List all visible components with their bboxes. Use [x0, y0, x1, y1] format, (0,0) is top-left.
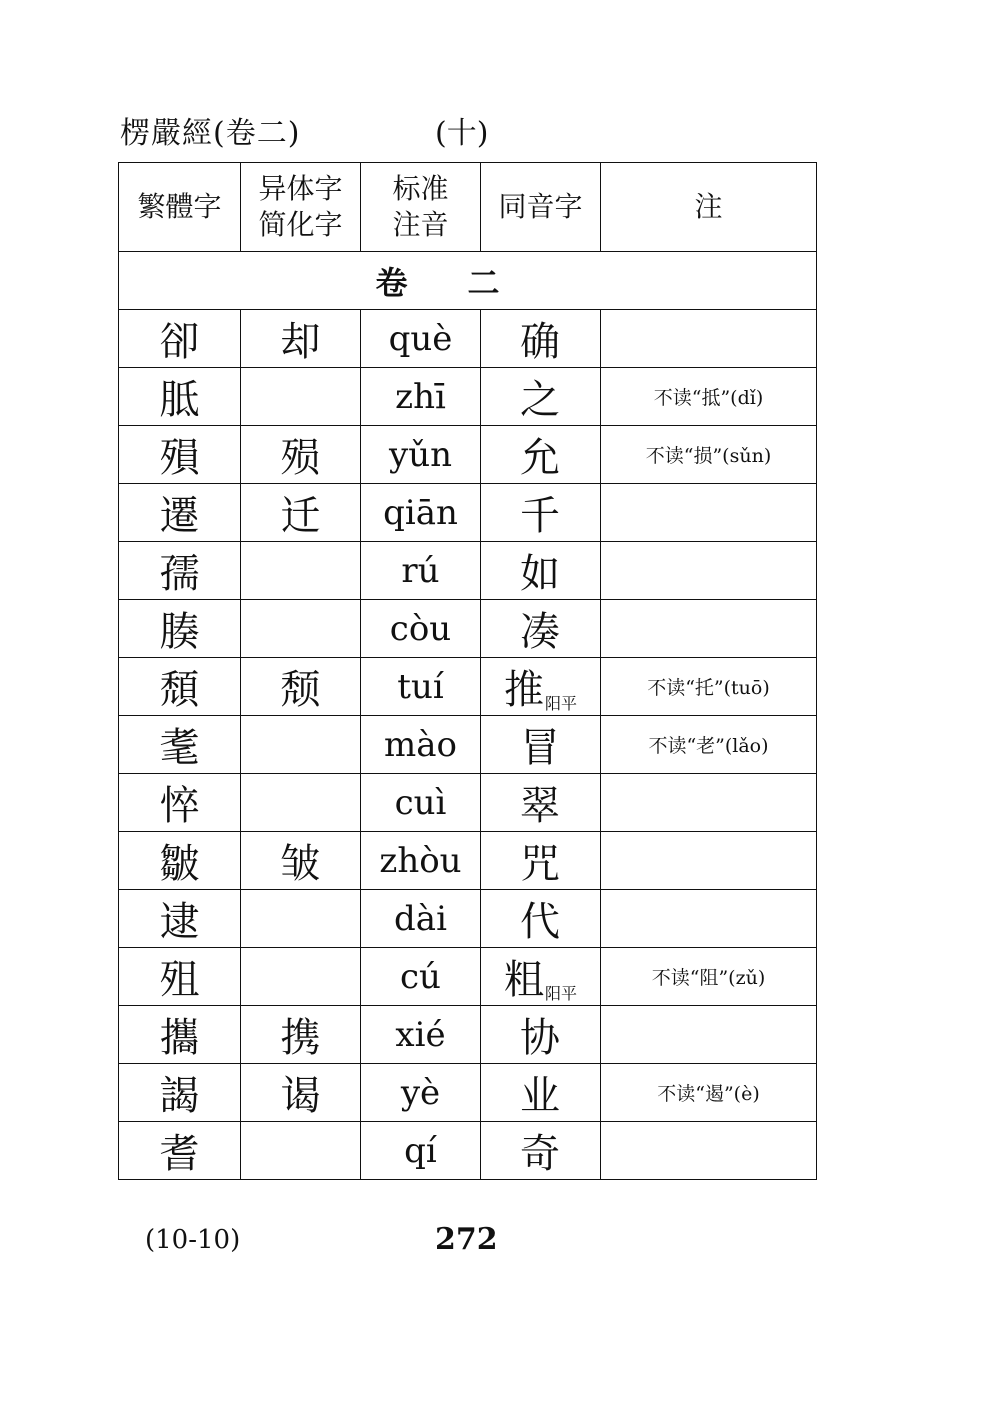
variant-char-cell: [241, 542, 361, 600]
variant-char-cell: [241, 948, 361, 1006]
pinyin-text: què: [388, 318, 453, 359]
homophone-text: 咒: [520, 841, 560, 887]
traditional-char-cell: [119, 542, 241, 600]
table-row: [119, 774, 817, 832]
traditional-char-text: 頹: [159, 667, 200, 713]
table-row: [119, 368, 817, 426]
pinyin-text: yè: [400, 1072, 441, 1113]
page-number: 272: [435, 1222, 498, 1257]
note-text: 不读“损”(sǔn): [645, 445, 772, 467]
note-text: 不读“老”(lǎo): [648, 735, 769, 757]
note-text: 不读“遏”(è): [657, 1083, 760, 1105]
column-header-homophone: 同音字: [481, 163, 601, 252]
header-line: 异体字: [258, 172, 343, 205]
variant-char-text: 迁: [280, 493, 321, 539]
variant-char-text: 谒: [280, 1073, 321, 1119]
variant-char-cell: [241, 600, 361, 658]
homophone-text: 奇: [520, 1131, 560, 1177]
note-cell: [601, 890, 817, 948]
pinyin-cell: [361, 310, 481, 368]
pronunciation-table: [118, 162, 817, 1180]
homophone-text: 推: [503, 667, 544, 713]
traditional-char-text: 耄: [159, 725, 200, 771]
note-cell: [601, 1006, 817, 1064]
section-row: [119, 252, 817, 310]
homophone-cell: [481, 774, 601, 832]
homophone-text: 千: [520, 493, 560, 539]
table-row: [119, 484, 817, 542]
header-line: 简化字: [258, 208, 343, 241]
note-text: 不读“阻”(zǔ): [651, 967, 766, 989]
traditional-char-text: 耆: [159, 1131, 200, 1177]
note-cell: [601, 774, 817, 832]
variant-char-cell: [241, 832, 361, 890]
table-row: [119, 426, 817, 484]
pinyin-text: qiān: [383, 492, 458, 533]
column-header-traditional: 繁體字: [119, 163, 241, 252]
note-cell: [601, 948, 817, 1006]
table-row: [119, 1122, 817, 1180]
pinyin-text: tuí: [397, 666, 444, 707]
note-cell: [601, 484, 817, 542]
pinyin-text: yǔn: [388, 434, 452, 475]
variant-char-cell: [241, 716, 361, 774]
homophone-cell: [481, 948, 601, 1006]
variant-char-cell: [241, 368, 361, 426]
homophone-text: 业: [520, 1073, 560, 1119]
column-header-pinyin: [361, 163, 481, 252]
column-header-variant: [241, 163, 361, 252]
traditional-char-text: 謁: [159, 1073, 200, 1119]
pinyin-text: dài: [394, 898, 447, 939]
traditional-char-cell: [119, 1064, 241, 1122]
traditional-char-text: 逮: [159, 899, 200, 945]
pinyin-cell: [361, 948, 481, 1006]
pinyin-text: mào: [384, 724, 457, 765]
header-line: 标准: [392, 172, 449, 205]
homophone-cell: [481, 542, 601, 600]
pinyin-cell: [361, 1064, 481, 1122]
traditional-char-cell: [119, 658, 241, 716]
traditional-char-cell: [119, 832, 241, 890]
variant-char-text: 颓: [280, 667, 321, 713]
variant-char-cell: [241, 484, 361, 542]
variant-char-cell: [241, 310, 361, 368]
variant-char-text: 殒: [280, 435, 321, 481]
homophone-text: 协: [520, 1015, 560, 1061]
note-cell: [601, 426, 817, 484]
pinyin-text: xié: [395, 1014, 446, 1055]
traditional-char-text: 皺: [159, 841, 200, 887]
variant-char-cell: [241, 658, 361, 716]
note-cell: [601, 310, 817, 368]
table-row: [119, 832, 817, 890]
column-header-note: 注: [601, 163, 817, 252]
note-cell: [601, 1122, 817, 1180]
note-cell: [601, 658, 817, 716]
footer-volume-range: (10-10): [145, 1225, 241, 1255]
pinyin-cell: [361, 890, 481, 948]
note-cell: [601, 832, 817, 890]
homophone-text: 凑: [520, 609, 560, 655]
note-cell: [601, 542, 817, 600]
traditional-char-text: 孺: [159, 551, 200, 597]
traditional-char-text: 遷: [159, 493, 200, 539]
note-cell: [601, 716, 817, 774]
homophone-text: 代: [520, 899, 560, 945]
homophone-text: 确: [520, 319, 560, 365]
document-title: 楞嚴經(卷二): [120, 116, 301, 151]
homophone-cell: [481, 310, 601, 368]
homophone-cell: [481, 1064, 601, 1122]
homophone-cell: [481, 716, 601, 774]
pinyin-cell: [361, 426, 481, 484]
table-row: [119, 1064, 817, 1122]
traditional-char-text: 悴: [159, 783, 200, 829]
homophone-cell: [481, 484, 601, 542]
header-line: 注音: [392, 208, 449, 241]
variant-char-cell: [241, 774, 361, 832]
section-label: 卷二: [119, 252, 817, 310]
traditional-char-text: 卻: [159, 319, 200, 365]
traditional-char-cell: [119, 484, 241, 542]
variant-char-text: 却: [280, 319, 321, 365]
traditional-char-cell: [119, 1122, 241, 1180]
variant-char-cell: [241, 1064, 361, 1122]
homophone-cell: [481, 1122, 601, 1180]
traditional-char-cell: [119, 948, 241, 1006]
pinyin-cell: [361, 1122, 481, 1180]
pinyin-text: còu: [389, 608, 452, 649]
homophone-cell: [481, 426, 601, 484]
variant-char-cell: [241, 890, 361, 948]
homophone-text: 翠: [520, 783, 560, 829]
homophone-cell: [481, 368, 601, 426]
pinyin-cell: [361, 774, 481, 832]
homophone-cell: [481, 658, 601, 716]
traditional-char-cell: [119, 716, 241, 774]
homophone-text: 允: [520, 435, 560, 481]
traditional-char-cell: [119, 426, 241, 484]
tone-marker: 阳平: [544, 984, 577, 1003]
traditional-char-text: 胝: [159, 377, 200, 423]
table-row: [119, 310, 817, 368]
table-row: [119, 1006, 817, 1064]
traditional-char-cell: [119, 368, 241, 426]
table-header-row: [119, 163, 817, 252]
pinyin-cell: [361, 600, 481, 658]
table-row: [119, 890, 817, 948]
homophone-cell: [481, 1006, 601, 1064]
note-cell: [601, 1064, 817, 1122]
note-text: 不读“抵”(dǐ): [653, 387, 764, 409]
variant-char-cell: [241, 1006, 361, 1064]
traditional-char-cell: [119, 1006, 241, 1064]
note-text: 不读“托”(tuō): [647, 677, 770, 699]
pinyin-cell: [361, 658, 481, 716]
note-cell: [601, 600, 817, 658]
traditional-char-text: 攜: [159, 1015, 200, 1061]
pinyin-text: rú: [401, 550, 440, 591]
traditional-char-cell: [119, 600, 241, 658]
variant-char-cell: [241, 426, 361, 484]
table-row: [119, 716, 817, 774]
homophone-cell: [481, 600, 601, 658]
variant-char-cell: [241, 1122, 361, 1180]
pinyin-cell: [361, 832, 481, 890]
homophone-text: 粗: [503, 957, 544, 1003]
pinyin-text: zhòu: [379, 840, 462, 881]
homophone-text: 如: [520, 551, 560, 597]
table-row: [119, 600, 817, 658]
pinyin-text: qí: [404, 1130, 437, 1171]
traditional-char-text: 殞: [159, 435, 200, 481]
homophone-cell: [481, 832, 601, 890]
tone-marker: 阳平: [544, 694, 577, 713]
pinyin-text: zhī: [395, 376, 446, 417]
traditional-char-cell: [119, 310, 241, 368]
pinyin-cell: [361, 542, 481, 600]
variant-char-text: 皱: [280, 841, 321, 887]
pinyin-cell: [361, 368, 481, 426]
note-cell: [601, 368, 817, 426]
homophone-text: 之: [520, 377, 560, 423]
traditional-char-text: 殂: [159, 957, 200, 1003]
homophone-text: 冒: [520, 725, 560, 771]
table-row: [119, 658, 817, 716]
traditional-char-cell: [119, 774, 241, 832]
traditional-char-text: 腠: [159, 609, 200, 655]
table-row: [119, 948, 817, 1006]
variant-char-text: 携: [280, 1015, 321, 1061]
table-body: [119, 252, 817, 1180]
homophone-cell: [481, 890, 601, 948]
pinyin-text: cuì: [394, 782, 447, 823]
table-row: [119, 542, 817, 600]
pinyin-text: cú: [400, 956, 441, 997]
document-part-mark: (十): [435, 116, 489, 151]
traditional-char-cell: [119, 890, 241, 948]
pinyin-cell: [361, 716, 481, 774]
pinyin-cell: [361, 1006, 481, 1064]
pinyin-cell: [361, 484, 481, 542]
